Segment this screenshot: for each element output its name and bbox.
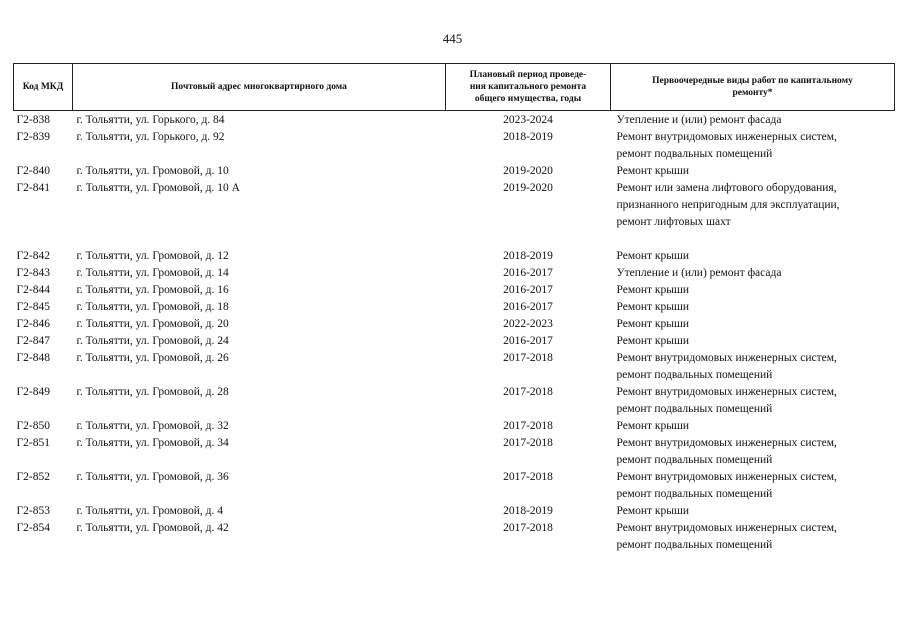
cell-address: г. Тольятти, ул. Громовой, д. 4	[76, 505, 223, 517]
table-row	[14, 299, 895, 316]
table-row	[14, 129, 895, 163]
cell-period: 2017-2018	[503, 471, 553, 483]
cell-code: Г2-852	[16, 471, 50, 483]
cell-period: 2016-2017	[503, 267, 553, 279]
cell-works	[611, 282, 895, 299]
cell-period: 2018-2019	[503, 131, 553, 143]
cell-address: г. Тольятти, ул. Громовой, д. 16	[76, 284, 229, 296]
capital-repair-table	[13, 63, 895, 554]
cell-code: Г2-854	[16, 522, 50, 534]
cell-works	[611, 316, 895, 333]
cell-code: Г2-847	[16, 335, 50, 347]
cell-period: 2017-2018	[503, 437, 553, 449]
cell-works	[611, 503, 895, 520]
cell-code: Г2-843	[16, 267, 50, 279]
cell-period: 2017-2018	[503, 386, 553, 398]
works-line: ремонт подвальных помещений	[616, 403, 773, 415]
cell-period: 2022-2023	[503, 318, 553, 330]
table-header	[14, 64, 895, 111]
header-period-line: общего имущества, годы	[474, 94, 582, 104]
works-line: Ремонт внутридомовых инженерных систем,	[616, 352, 837, 364]
cell-works	[611, 384, 895, 418]
cell-address: г. Тольятти, ул. Громовой, д. 32	[76, 420, 229, 432]
works-line: ремонт подвальных помещений	[616, 539, 773, 551]
works-line: Ремонт крыши	[616, 165, 690, 177]
cell-works	[611, 435, 895, 469]
cell-works	[611, 111, 895, 130]
cell-address: г. Тольятти, ул. Громовой, д. 20	[76, 318, 229, 330]
cell-address: г. Тольятти, ул. Громовой, д. 10	[76, 165, 229, 177]
table-row	[14, 248, 895, 265]
table-row	[14, 520, 895, 554]
cell-works	[611, 333, 895, 350]
header-period-line: Плановый период проведе-	[469, 70, 587, 80]
works-line: Утепление и (или) ремонт фасада	[616, 114, 782, 126]
table-body	[14, 111, 895, 555]
cell-code: Г2-839	[16, 131, 50, 143]
table-row	[14, 350, 895, 384]
cell-period: 2016-2017	[503, 301, 553, 313]
cell-period: 2017-2018	[503, 522, 553, 534]
table-row	[14, 316, 895, 333]
cell-works	[611, 299, 895, 316]
works-line: ремонт лифтовых шахт	[616, 216, 731, 228]
cell-period: 2018-2019	[503, 250, 553, 262]
works-line: Ремонт крыши	[616, 335, 690, 347]
cell-period: 2019-2020	[503, 182, 553, 194]
works-line: Ремонт крыши	[616, 284, 690, 296]
header-works	[611, 64, 895, 111]
cell-code: Г2-845	[16, 301, 50, 313]
cell-works	[611, 248, 895, 265]
table-row	[14, 265, 895, 282]
works-line: Ремонт крыши	[616, 420, 690, 432]
table-row	[14, 180, 895, 248]
works-line: ремонт подвальных помещений	[616, 148, 773, 160]
works-line: Ремонт или замена лифтового оборудования,	[616, 182, 837, 194]
header-works-line: Первоочередные виды работ по капитальному	[652, 76, 853, 86]
cell-code: Г2-848	[16, 352, 50, 364]
cell-address: г. Тольятти, ул. Громовой, д. 26	[76, 352, 229, 364]
table-row	[14, 163, 895, 180]
works-line: ремонт подвальных помещений	[616, 369, 773, 381]
cell-code: Г2-840	[16, 165, 50, 177]
cell-code: Г2-850	[16, 420, 50, 432]
table-row	[14, 503, 895, 520]
table-row	[14, 418, 895, 435]
cell-address: г. Тольятти, ул. Громовой, д. 10 А	[76, 182, 240, 194]
works-line: Ремонт крыши	[616, 505, 690, 517]
page-number: 445	[442, 31, 463, 46]
cell-address: г. Тольятти, ул. Громовой, д. 18	[76, 301, 229, 313]
cell-code: Г2-849	[16, 386, 50, 398]
cell-address: г. Тольятти, ул. Громовой, д. 12	[76, 250, 229, 262]
works-line: Ремонт внутридомовых инженерных систем,	[616, 471, 837, 483]
table-row	[14, 282, 895, 299]
works-line: Ремонт крыши	[616, 301, 690, 313]
header-period-line: ния капитального ремонта	[469, 82, 587, 92]
header-row	[14, 64, 895, 111]
cell-period: 2016-2017	[503, 284, 553, 296]
cell-period: 2019-2020	[503, 165, 553, 177]
cell-address: г. Тольятти, ул. Громовой, д. 34	[76, 437, 229, 449]
cell-code: Г2-851	[16, 437, 50, 449]
cell-period: 2023-2024	[503, 114, 553, 126]
works-line: Ремонт внутридомовых инженерных систем,	[616, 131, 837, 143]
cell-period: 2017-2018	[503, 352, 553, 364]
cell-works	[611, 350, 895, 384]
works-line: Ремонт внутридомовых инженерных систем,	[616, 437, 837, 449]
cell-code: Г2-841	[16, 182, 50, 194]
cell-address: г. Тольятти, ул. Громовой, д. 28	[76, 386, 229, 398]
works-line: Ремонт крыши	[616, 250, 690, 262]
cell-address: г. Тольятти, ул. Горького, д. 84	[76, 114, 225, 126]
cell-works	[611, 180, 895, 248]
cell-works	[611, 265, 895, 282]
works-line: ремонт подвальных помещений	[616, 488, 773, 500]
cell-period: 2016-2017	[503, 335, 553, 347]
cell-address: г. Тольятти, ул. Громовой, д. 24	[76, 335, 229, 347]
cell-works	[611, 418, 895, 435]
works-line: Ремонт внутридомовых инженерных систем,	[616, 522, 837, 534]
works-line: Утепление и (или) ремонт фасада	[616, 267, 782, 279]
works-line: ремонт подвальных помещений	[616, 454, 773, 466]
cell-address: г. Тольятти, ул. Громовой, д. 42	[76, 522, 229, 534]
cell-period: 2017-2018	[503, 420, 553, 432]
cell-address: г. Тольятти, ул. Громовой, д. 36	[76, 471, 229, 483]
table-row	[14, 333, 895, 350]
cell-code: Г2-853	[16, 505, 50, 517]
header-works-line: ремонту*	[732, 88, 773, 98]
cell-works	[611, 469, 895, 503]
table-row	[14, 111, 895, 130]
table-row	[14, 435, 895, 469]
cell-address: г. Тольятти, ул. Громовой, д. 14	[76, 267, 229, 279]
header-code: Код МКД	[14, 64, 73, 111]
table-row	[14, 384, 895, 418]
cell-period: 2018-2019	[503, 505, 553, 517]
works-line: Ремонт внутридомовых инженерных систем,	[616, 386, 837, 398]
cell-code: Г2-842	[16, 250, 50, 262]
cell-code: Г2-838	[16, 114, 50, 126]
cell-code: Г2-844	[16, 284, 50, 296]
header-address: Почтовый адрес многоквартирного дома	[73, 64, 446, 111]
cell-code: Г2-846	[16, 318, 50, 330]
cell-works	[611, 163, 895, 180]
works-line: Ремонт крыши	[616, 318, 690, 330]
cell-works	[611, 520, 895, 554]
cell-works	[611, 129, 895, 163]
cell-address: г. Тольятти, ул. Горького, д. 92	[76, 131, 225, 143]
table-row	[14, 469, 895, 503]
header-period	[446, 64, 611, 111]
works-line: признанного непригодным для эксплуатации,	[616, 199, 840, 211]
